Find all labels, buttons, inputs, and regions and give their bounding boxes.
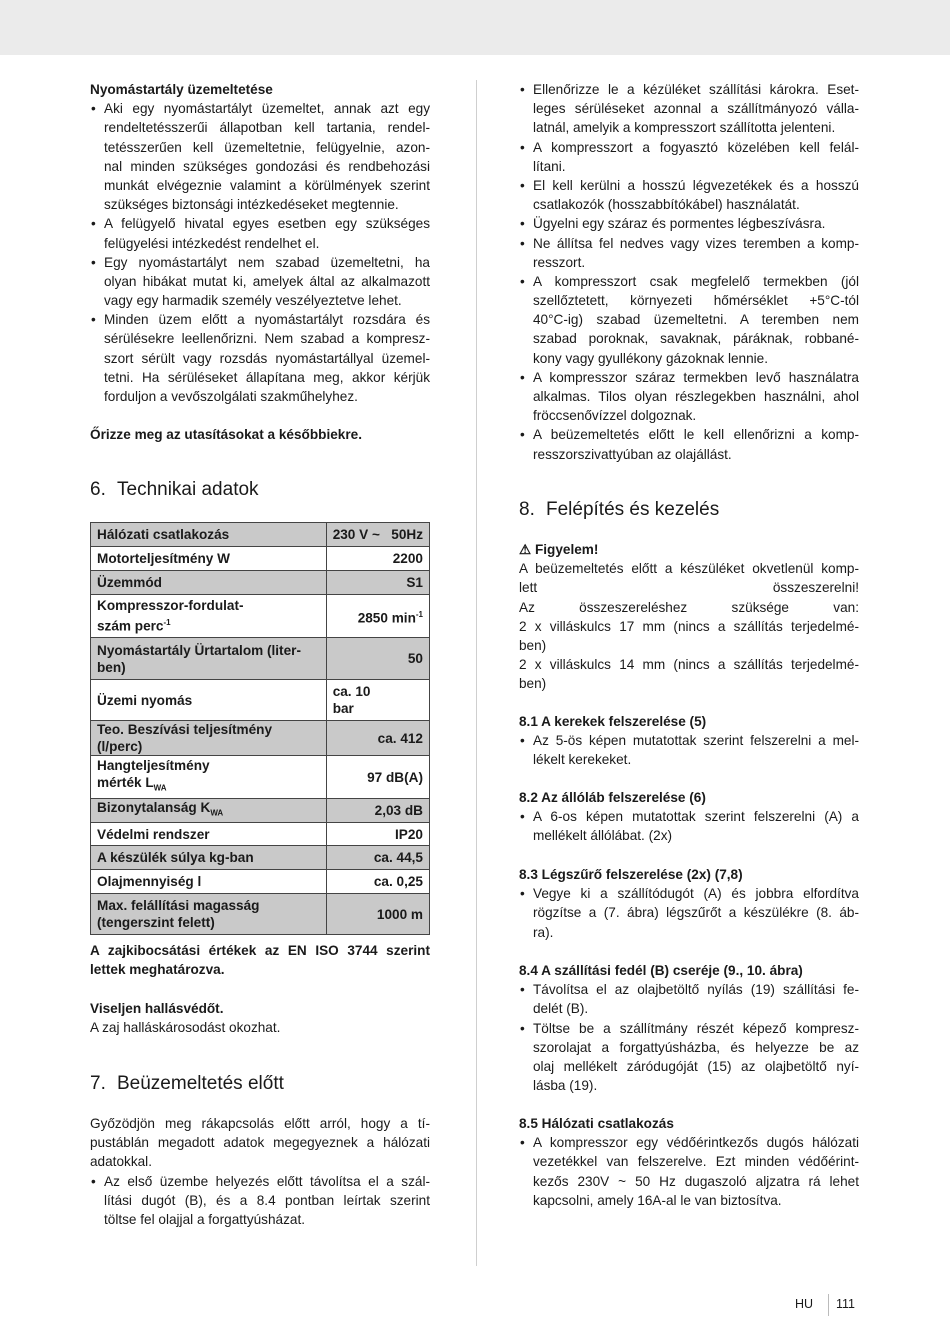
text-line: • Az 5-ös képen mutatottak szerint felszerelni a mel- — [533, 733, 859, 749]
list-item — [519, 980, 859, 1018]
section-7-title — [90, 1072, 430, 1096]
list-item — [90, 214, 430, 252]
text-line: • Töltse be a szállítmány részét képező kompresz- — [533, 1020, 859, 1036]
text-line: pustáblán megadott adatok megegyeznek a hálózati — [90, 1135, 430, 1151]
section-title: Felépítés és kezelés — [546, 499, 720, 520]
text-line: leges sérüléseket azonnal a szállítmányozó válla- — [533, 101, 859, 117]
list-item — [519, 731, 859, 769]
row-label: Bizonytalanság K — [97, 800, 211, 816]
label-cell — [91, 547, 327, 571]
row-label: Olajmennyiség l — [97, 874, 202, 889]
value-cell — [326, 894, 429, 935]
row-value: IP20 — [395, 826, 423, 842]
text-line: alkalmas. Tilos olyan részlegekben használni, ahol — [533, 389, 859, 404]
text-line: sérülésekre leellenőrizni. Nem szabad a kompresz- — [104, 331, 430, 347]
text-line: delét (B). — [533, 1001, 589, 1017]
text-line: szorolajat a forgattyúsházba, és helyezze be az — [533, 1039, 859, 1055]
list-item — [519, 884, 859, 942]
row-value: 2,03 dB — [374, 803, 423, 818]
label-cell — [91, 870, 327, 894]
text-line: nal minden szükséges gondozási és rendbehozási — [104, 158, 430, 174]
text-line: 2 x villáskulcs 17 mm (nincs a szállítás terjedelmé- — [519, 618, 859, 634]
label-cell — [91, 523, 327, 547]
bullet-list — [90, 99, 430, 406]
value-cell — [326, 547, 429, 571]
section-6-title — [90, 478, 430, 502]
superscript: -1 — [415, 609, 423, 619]
text-line: munkát elvégeznie valamint a körülmények szerint — [104, 177, 430, 193]
text-line: kapcsolni, amely 16A-al le van biztosítva. — [533, 1192, 782, 1208]
label-cell — [91, 571, 327, 595]
subsection — [519, 1114, 859, 1210]
row-label-cont: szám perc — [97, 618, 164, 634]
text-line: 2 x villáskulcs 14 mm (nincs a szállítás terjedelmé- — [519, 657, 859, 673]
text-line: lítani. — [533, 158, 566, 174]
text-line: rendeltetésszerűi állapotban kell tartania, rendel- — [104, 120, 430, 136]
value-cell — [326, 823, 429, 846]
table-row — [91, 870, 430, 894]
label-cell — [91, 595, 327, 638]
text-line: adatokkal. — [90, 1154, 152, 1170]
text-line: lett összeszerelni! — [519, 580, 859, 596]
paragraph — [90, 1114, 430, 1172]
text-line: A beüzemeltetés előtt a készüléket okvetlenül komp- — [519, 561, 859, 577]
text-line: • Aki egy nyomástartályt üzemeltet, annak azt egy — [104, 101, 430, 117]
list-item — [519, 214, 859, 233]
text-line: • Vegye ki a szállítódugót (A) és jobbra elfordítva — [533, 886, 859, 902]
section-number: 8. — [519, 499, 535, 520]
noise-note — [90, 941, 430, 979]
text-line: • A kompresszor száraz termekben levő használatra — [533, 369, 859, 385]
text-line: • Ügyelni egy száraz és pormentes légbeszívásra. — [533, 216, 826, 232]
list-item — [519, 425, 859, 463]
table-row — [91, 638, 430, 680]
value-cell — [326, 846, 429, 870]
list-item — [90, 99, 430, 214]
row-value: ca. 0,25 — [373, 874, 423, 889]
row-label: Üzemi nyomás — [97, 692, 193, 708]
value-cell — [326, 756, 429, 799]
row-label: Védelmi rendszer — [97, 826, 210, 842]
text-line: 40°C-ig) szabad üzemeltetni. A teremben nem — [533, 312, 859, 328]
text-line: • El kell kerülni a hosszú légvezetékek és a hosszú — [533, 177, 859, 193]
list-item — [519, 138, 859, 176]
section-title: Beüzemeltetés előtt — [117, 1073, 284, 1094]
tank-operation-section — [90, 80, 430, 406]
text-line: lásba (19). — [533, 1078, 598, 1094]
label-cell — [91, 680, 327, 721]
hearing-title: Viseljen hallásvédőt. — [90, 1001, 224, 1016]
list-item — [519, 807, 859, 845]
text-line: vagy egy harmadik személy veszélyeztetve lehet. — [104, 293, 402, 309]
subsection-title: 8.2 Az állóláb felszerelése (6) — [519, 790, 706, 805]
language-code: HU — [795, 1297, 814, 1311]
row-label: Hálózati csatlakozás — [97, 527, 230, 542]
row-label: Kompresszor-fordulat- — [97, 598, 244, 614]
text-line: szükséges biztonsági intézkedéseket megtennie. — [104, 197, 399, 213]
table-row — [91, 823, 430, 846]
text-line: olaj mellékelt záródugóját (15) az olajbetöltő nyí- — [533, 1058, 859, 1074]
text-line: szort sérült vagy rozsdás nyomástartállyal üzemel- — [104, 350, 430, 366]
text-line: resszorszivattyúban az olajállást. — [533, 446, 732, 462]
list-item — [519, 368, 859, 426]
list-item — [90, 253, 430, 311]
hearing-text: A zaj halláskárosodást okozhat. — [90, 1020, 281, 1036]
text-line: szellőztetett, környezeti hőmérséklet +5°C-tól — [533, 293, 859, 309]
warning-block — [519, 540, 859, 694]
section-8-title — [519, 498, 859, 522]
text-line: • Az első üzembe helyezés előtt távolítsa el a szál- — [104, 1173, 430, 1189]
text-line: csatlakozók (hosszabbítókábel) használatát. — [533, 197, 800, 213]
text-line: resszort. — [533, 254, 586, 270]
label-cell — [91, 894, 327, 935]
text-line: szabad poroknak, savaknak, páráknak, robbané- — [533, 331, 859, 347]
text-line: Győzödjön meg rákapcsolás előtt arról, hogy a tí- — [90, 1116, 430, 1131]
text-line: tetésszerűen kell üzemeltetnie, felügyelnie, azon- — [104, 139, 430, 155]
text-line: • A kompresszort a fogyasztó közelében kell felál- — [533, 139, 859, 155]
text-line: • Ne állítsa fel nedves vagy vizes teremben a komp- — [533, 235, 859, 251]
section-title: Technikai adatok — [117, 479, 259, 500]
list-item — [90, 310, 430, 406]
row-label-cont: mérték L — [97, 775, 154, 791]
row-value: S1 — [406, 575, 423, 590]
text-line: forduljon a vevőszolgálati szakműhelyhez. — [104, 389, 358, 404]
label-cell — [91, 823, 327, 846]
text-line: kony vagy gyullékony gázoknak lennie. — [533, 350, 769, 366]
label-cell — [91, 721, 327, 756]
warning-icon: ⚠ — [519, 542, 532, 557]
text-line: fröccsenővízzel dolgoznak. — [533, 408, 697, 424]
keep-note: Őrizze meg az utasításokat a későbbiekre. — [90, 427, 362, 442]
row-value: ca. 10 — [332, 684, 371, 699]
technical-data-table — [90, 522, 430, 935]
table-row — [91, 846, 430, 870]
table-row — [91, 756, 430, 799]
table-row — [91, 547, 430, 571]
text-line: lékelt kerekeket. — [533, 752, 632, 768]
text-line: • Minden üzem előtt a nyomástartályt rozsdára és — [104, 312, 430, 328]
row-label: Nyomástartály Ürtartalom (liter- — [97, 642, 301, 658]
row-value: 1000 m — [376, 906, 423, 922]
section-heading: Nyomástartály üzemeltetése — [90, 82, 273, 97]
text-line: • Ellenőrizze le a kézüléket szállítási károkra. Eset- — [533, 82, 859, 97]
text-line: ben) — [519, 637, 547, 653]
subsection-title: 8.4 A szállítási fedél (B) cseréje (9., 10. ábra) — [519, 963, 803, 978]
text-line: • A beüzemeltetés előtt le kell ellenőrizni a komp- — [533, 427, 859, 443]
value-cell — [326, 721, 429, 756]
subsection-title: 8.3 Légszűrő felszerelése (2x) (7,8) — [519, 867, 743, 882]
section-number: 6. — [90, 479, 106, 500]
text-line: ra). — [533, 924, 554, 940]
text-line: lítási dugót (B), és a 8.4 pontban leírtak szerint — [104, 1192, 430, 1208]
row-label: A készülék súlya kg-ban — [97, 850, 254, 865]
list-item — [519, 80, 859, 138]
label-cell — [91, 638, 327, 680]
label-cell — [91, 846, 327, 870]
value-cell — [326, 638, 429, 680]
table-row — [91, 523, 430, 547]
row-value-cont: bar — [332, 701, 354, 716]
hearing-protection — [90, 999, 430, 1037]
list-item — [519, 234, 859, 272]
list-item — [90, 1172, 430, 1230]
warning-title: Figyelem! — [534, 542, 599, 557]
subsection — [519, 788, 859, 846]
column-divider — [476, 80, 477, 1266]
table-row — [91, 799, 430, 823]
text-line: • A kompresszor egy védőérintkezős dugós hálózati — [533, 1135, 859, 1151]
row-value: ca. 44,5 — [373, 850, 423, 865]
label-cell — [91, 799, 327, 823]
table-row — [91, 595, 430, 638]
text-line: mellékelt állólábat. (2x) — [533, 828, 673, 844]
top-band — [0, 0, 950, 55]
text-line: lettek meghatározva. — [90, 962, 225, 978]
text-line: rögzítse a (7. ábra) légszűrőt a készülékre (8. áb- — [533, 905, 859, 921]
row-value: 2200 — [392, 551, 423, 566]
row-label-cont: ben) — [97, 659, 126, 675]
page-number: 111 — [836, 1297, 856, 1311]
subsection — [519, 712, 859, 770]
list-item — [519, 1019, 859, 1096]
text-line: latnál, amelyik a kompresszort szállította jelenteni. — [533, 120, 836, 136]
row-label: Üzemmód — [97, 575, 162, 590]
superscript: -1 — [163, 618, 171, 628]
text-line: vezetékkel van felszerelve. Ezt minden védőérint- — [533, 1154, 859, 1170]
list-item — [519, 1133, 859, 1210]
subscript: WA — [153, 783, 167, 793]
text-line: • Távolítsa el az olajbetöltő nyílás (19) szállítási fe- — [533, 982, 859, 998]
text-line: A zajkibocsátási értékek az EN ISO 3744 szerint — [90, 943, 430, 958]
section-number: 7. — [90, 1073, 106, 1094]
value-cell — [326, 571, 429, 595]
table-row — [91, 721, 430, 756]
subsection-title: 8.1 A kerekek felszerelése (5) — [519, 714, 707, 729]
row-value: 97 dB(A) — [367, 769, 423, 785]
warning-text — [519, 559, 859, 693]
keep-instructions — [90, 425, 430, 444]
subscript: WA — [210, 808, 224, 818]
text-line: • A felügyelő hivatal egyes esetben egy szükséges — [104, 216, 430, 232]
footer-separator — [828, 1294, 829, 1316]
list-item — [519, 176, 859, 214]
row-value: 2850 min — [357, 610, 416, 626]
table-row — [91, 680, 430, 721]
text-line: • Egy nyomástartályt nem szabad üzemeltetni, ha — [104, 254, 430, 270]
row-label: Teo. Beszívási teljesítmény (l/perc) — [97, 722, 273, 754]
label-cell — [91, 756, 327, 799]
section-7-body — [90, 1114, 430, 1229]
value-cell — [326, 523, 429, 547]
row-label: Motorteljesítmény W — [97, 551, 230, 566]
text-line: töltse fel olajjal a forgattyúsházat. — [104, 1211, 305, 1227]
value-cell — [326, 680, 429, 721]
text-line: ben) — [519, 676, 547, 692]
subsection — [519, 865, 859, 942]
row-label-cont: (tengerszint felett) — [97, 915, 215, 930]
setup-bullets — [519, 80, 859, 464]
text-line: felügyelési intézkedést rendelhet el. — [104, 235, 320, 251]
table-row — [91, 894, 430, 935]
value-cell — [326, 799, 429, 823]
text-line: • A kompresszort csak megfelelő termekben (jól — [533, 273, 859, 289]
text-line: kezős 230V ~ 50 Hz dugaszoló aljzatra rá lehet — [533, 1173, 859, 1189]
row-label: Max. felállítási magasság — [97, 898, 260, 913]
row-value: 50 — [407, 651, 423, 666]
table-row — [91, 571, 430, 595]
row-value: 230 V ~ 50Hz — [332, 527, 423, 542]
list-item — [519, 272, 859, 368]
text-line: Az összeszereléshez szüksége van: — [519, 599, 859, 615]
value-cell — [326, 870, 429, 894]
text-line: tetni. Ha sérüléseket állapítana meg, akkor kérjük — [104, 369, 430, 385]
row-label: Hangteljesítmény — [97, 758, 210, 774]
subsection — [519, 961, 859, 1095]
text-line: olyan hibákat mutat ki, amelyek által az alkalmazott — [104, 273, 430, 289]
bullet-list — [90, 1172, 430, 1230]
subsection-title: 8.5 Hálózati csatlakozás — [519, 1116, 674, 1131]
text-line: • A 6-os képen mutatottak szerint felszerelni (A) a — [533, 809, 859, 825]
value-cell — [326, 595, 429, 638]
row-value: ca. 412 — [377, 730, 423, 746]
